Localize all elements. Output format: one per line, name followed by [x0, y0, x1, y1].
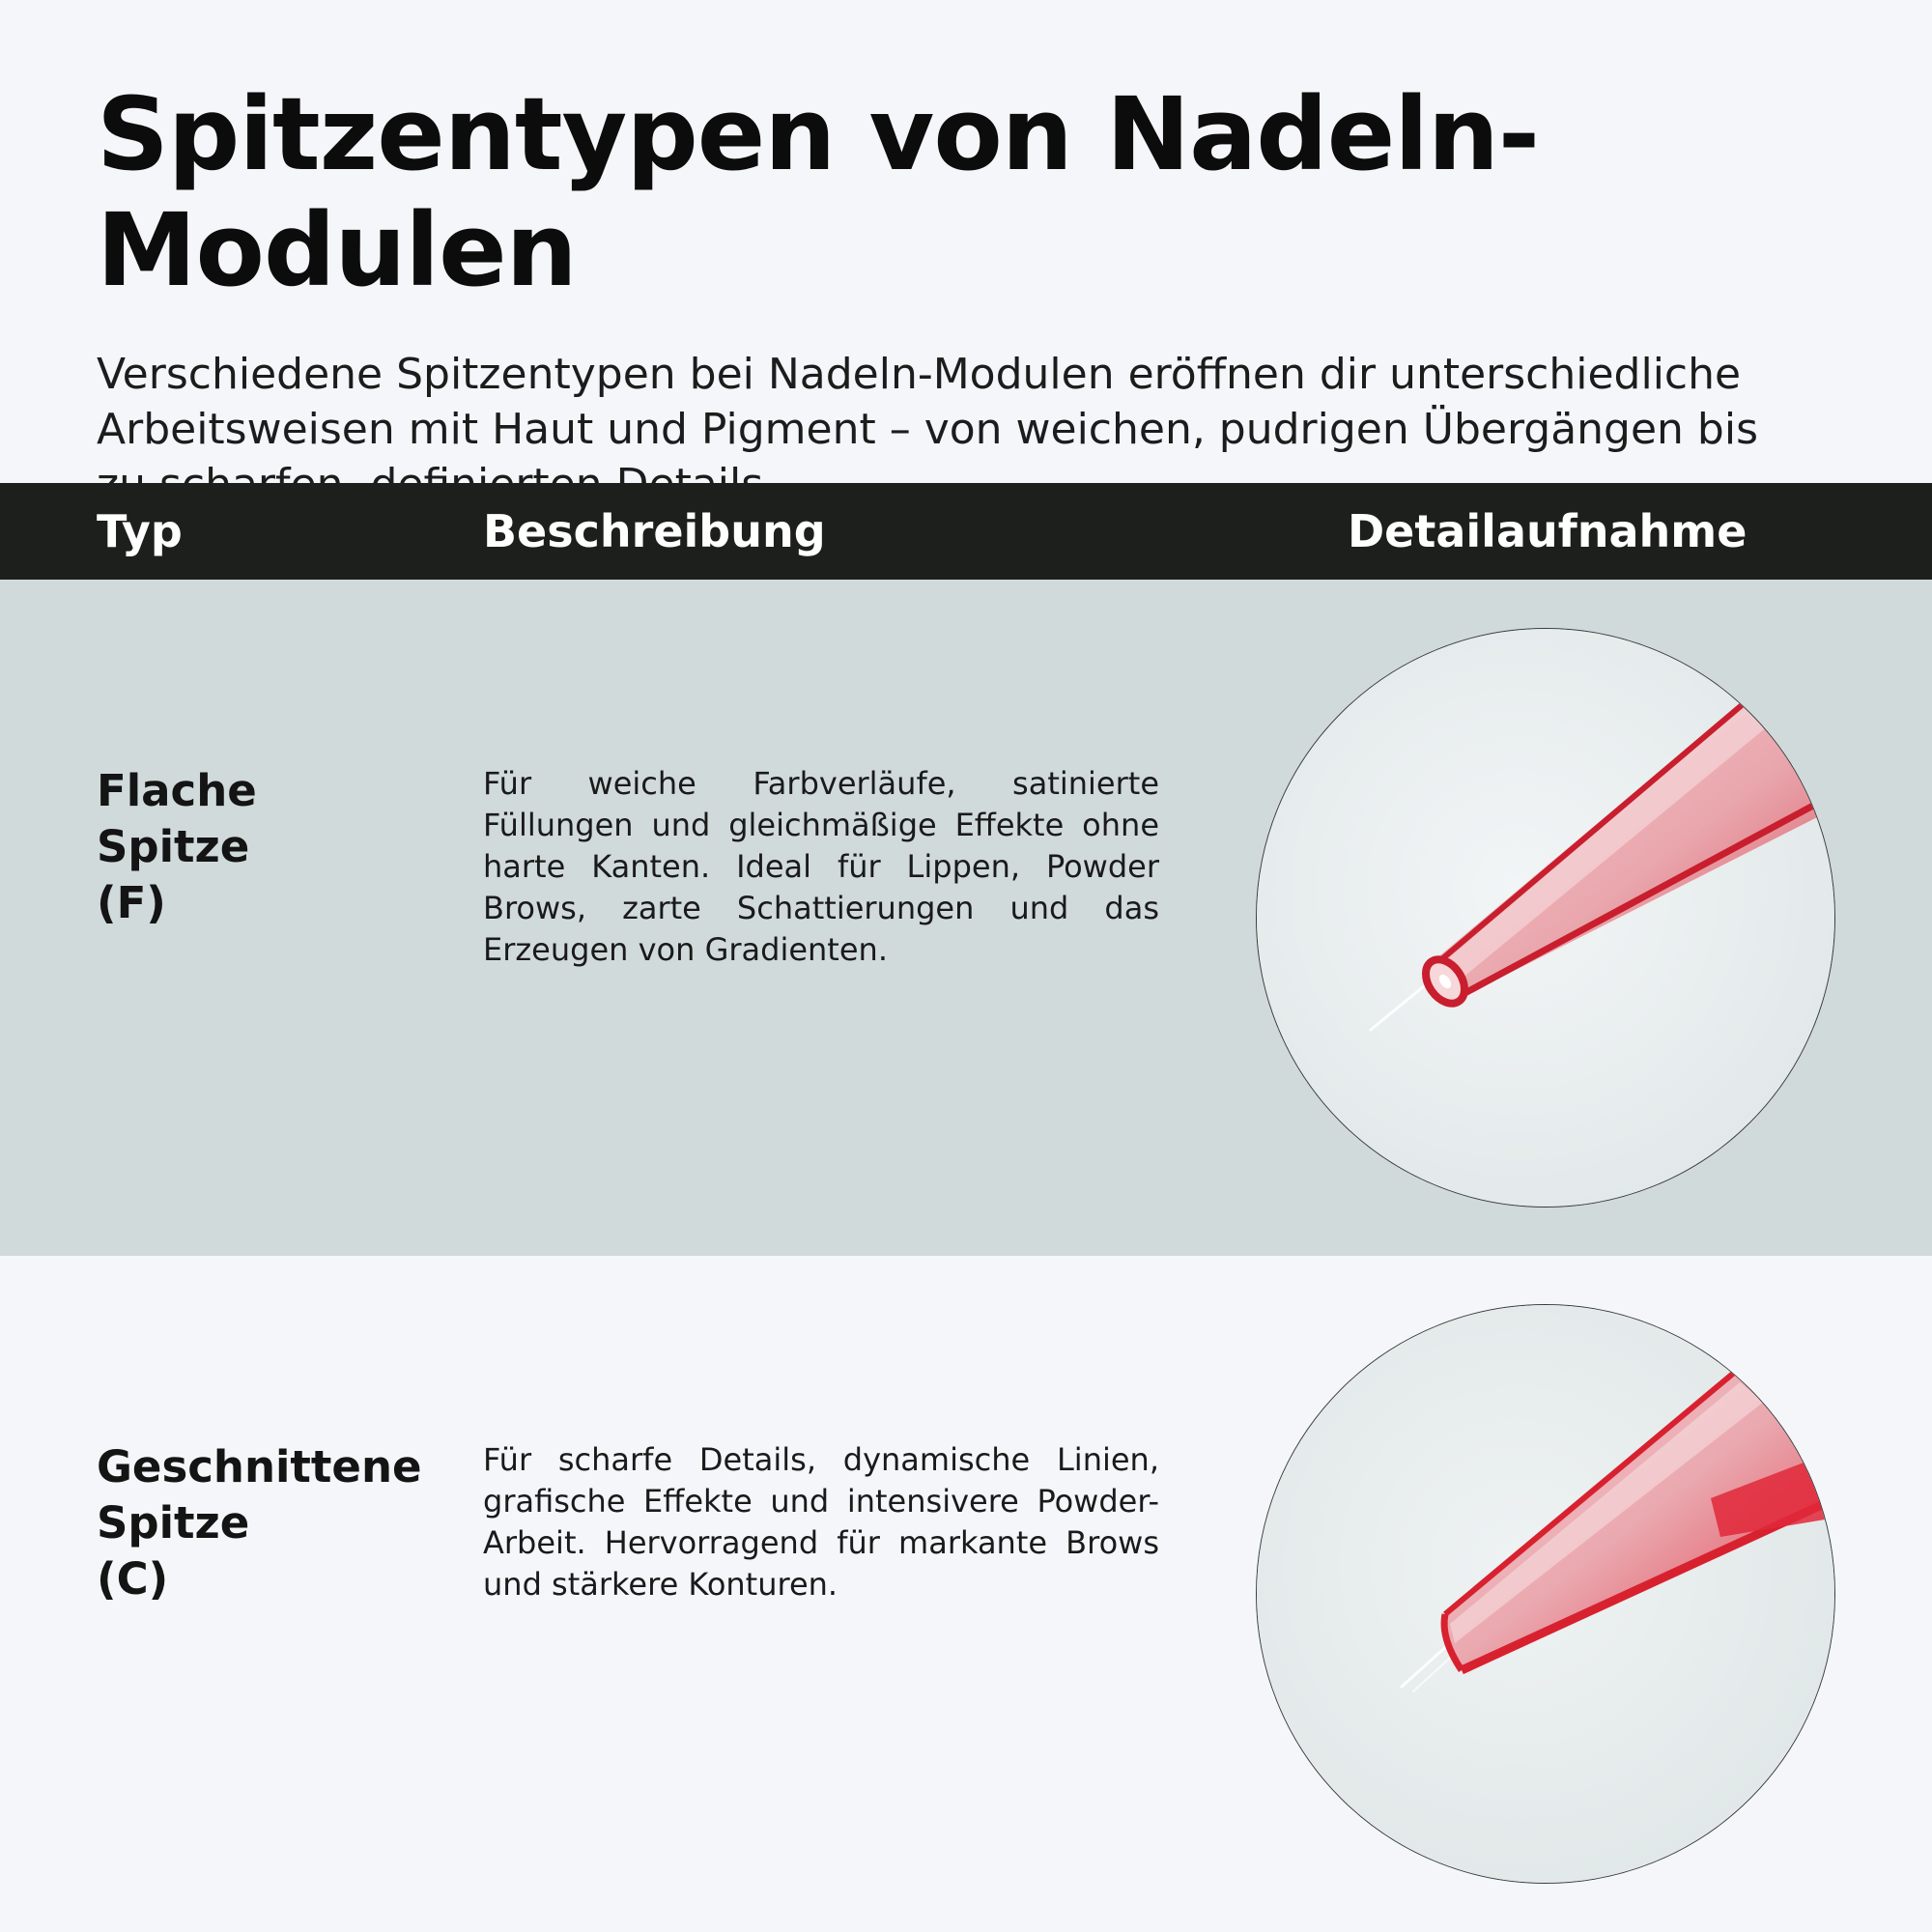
column-header-description: Beschreibung	[483, 505, 826, 557]
column-header-type: Typ	[97, 505, 183, 557]
type-description: Für scharfe Details, dynamische Linien, grafische Effekte und intensivere Powder-Arbeit. Hervorragend für markante Brows und stärkere Konturen.	[483, 1441, 1159, 1603]
page-header	[97, 77, 1835, 512]
type-description: Für weiche Farbverläufe, satinierte Füllungen und gleichmäßige Effekte ohne harte Kanten. Ideal für Lippen, Powder Brows, zarte Schattierungen und das Erzeugen von Gradienten.	[483, 765, 1159, 968]
type-name	[97, 763, 444, 931]
type-name-line: Spitze	[97, 821, 250, 872]
table-header	[0, 483, 1932, 580]
flat-tip-detail-image	[1256, 628, 1835, 1208]
cut-tip-needle-icon	[1257, 1305, 1835, 1884]
cut-tip-detail-image	[1256, 1304, 1835, 1884]
type-name-line: Flache	[97, 765, 257, 816]
intro-text: Verschiedene Spitzentypen bei Nadeln-Modulen eröffnen dir unterschiedliche Arbeitsweisen mit Haut und Pigment – von weichen, pudrigen Übergängen bis	[97, 350, 1758, 455]
column-header-detail: Detailaufnahme	[1348, 505, 1747, 557]
type-name-line: Geschnittene	[97, 1441, 422, 1492]
table-row-flat-tip	[0, 580, 1932, 1256]
type-name-line: (C)	[97, 1553, 169, 1605]
type-name-line: Spitze	[97, 1497, 250, 1548]
table-row-cut-tip	[0, 1256, 1932, 1932]
page-title: Spitzentypen von Nadeln-Modulen	[97, 75, 1540, 309]
type-name-line: (F)	[97, 877, 166, 928]
type-name	[97, 1439, 444, 1607]
flat-tip-needle-icon	[1257, 629, 1835, 1208]
